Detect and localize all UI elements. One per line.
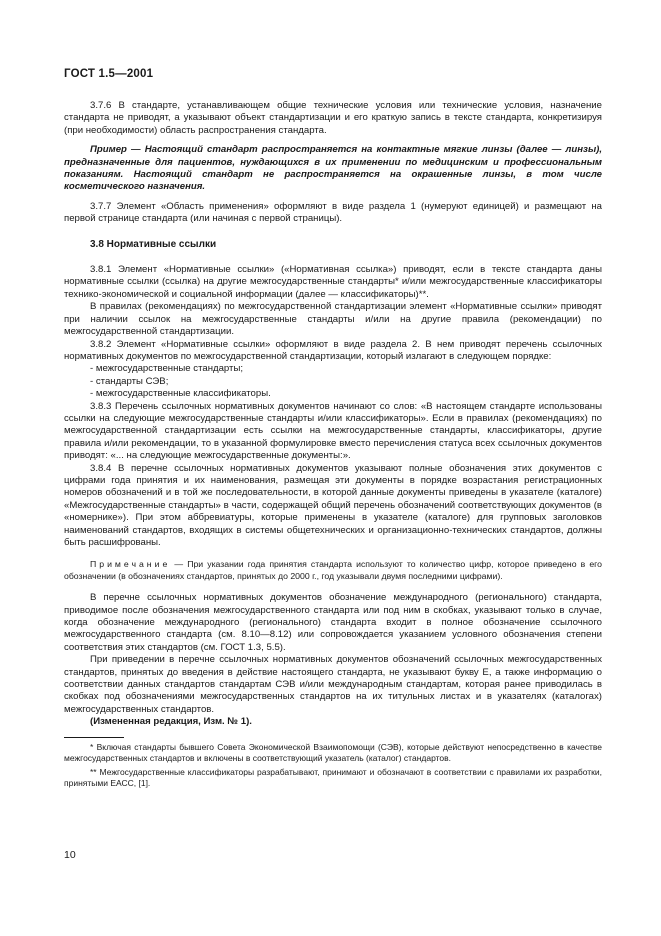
list-item: - межгосударственные стандарты; [90,363,244,375]
paragraph-3-8-1: 3.8.1 Элемент «Нормативные ссылки» («Нормативная ссылка») приводят, если в тексте стандарта даны нормативные ссылки (ссылка) на другие межгосударственные стандарты* и/или межгосударственные классификаторы технико-экономической и социальной информации (далее — классификаторы)**. [64,264,602,300]
example-paragraph: Пример — Настоящий стандарт распространяется на контактные мягкие линзы (далее — линзы), предназначенные для пациентов, нуждающихся в их применении по медицинским и профессиональным показаниям. Настоящий стандарт не распространяется на окрашенные линзы, в том числе косметического назначения. [64,144,602,193]
edition-note: (Измененная редакция, Изм. № 1). [90,716,252,728]
paragraph-3-7-6: 3.7.6 В стандарте, устанавливающем общие технические условия или технические условия, назначение стандарта не приводят, а указывают объект стандартизации и его краткую запись в тексте стандарта, конкретизируя (при необходимости) область распространения стандарта. [64,100,602,136]
paragraph-3-8-4-sev: При приведении в перечне ссылочных нормативных документов обозначений ссылочных межгосударственных стандартов, принятых до введения в действие настоящего стандарта, не указывают букву Е, а также информацию о соответствии данных стандартов стандартам СЭВ и/или международным стандартам, которая ранее приводилась в скобках под обозначениями межгосударственных стандартов на их титульных листах и в указателях (каталогах) межгосударственных стандартов. [64,654,602,715]
note-label: Примечание [90,559,171,570]
document-body [64,100,602,790]
page-number: 10 [64,849,76,861]
paragraph-3-8-3: 3.8.3 Перечень ссылочных нормативных документов начинают со слов: «В настоящем стандарте использованы ссылки на следующие межгосударственные стандарты и/или классификаторы». Если в правилах (рекомендациях) по межгосударственной стандартизации есть ссылки на межгосударственные стандарты, классификаторы, другие правила и/или рекомендации, то в указанной формулировке вместо перечисления статуса всех ссылочных документов приводят: «... на следующие межгосударственные документы:». [64,400,602,462]
section-heading-3-8: 3.8 Нормативные ссылки [90,238,217,250]
note-paragraph [64,559,602,582]
document-header-title: ГОСТ 1.5—2001 [64,68,154,80]
paragraph-3-7-7: 3.7.7 Элемент «Область применения» оформляют в виде раздела 1 (нумеруют единицей) и размещают на первой странице стандарта (или начиная с первой страницы). [64,200,602,225]
footnote-divider [64,737,124,738]
paragraph-3-8-4: 3.8.4 В перечне ссылочных нормативных документов указывают полные обозначения этих документов с цифрами года принятия и их наименования, размещая эти документы в порядке возрастания регистрационных номеров обозначений и в той же последовательности, в которой данные документы приведены в указателе (каталоге) «Межгосударственные стандарты» в части, содержащей общий перечень обозначений соответствующих документов (в «номернике»). При этом аббревиатуры, которые применены в указателе (каталоге) для групповых заголовков наименований стандартов, входящих в системы общетехнических и организационно-технических стандартов, должны быть расшифрованы. [64,462,602,548]
footnote-1: * Включая стандарты бывшего Совета Экономической Взаимопомощи (СЭВ), которые действуют непосредственно в качестве межгосударственных стандартов и включены в соответствующий указатель (каталог) стандартов. [64,741,602,763]
paragraph-3-8-4-international: В перечне ссылочных нормативных документов обозначение международного (регионального) стандарта, приводимое после обозначения межгосударственного стандарта или под ним в скобках, указывают только в случае, когда обозначение международного (регионального) стандарта входит в полное обозначение ссылочного межгосударственного стандарта (см. 8.10—8.12) или сопровождается указанием условного обозначения степени соответствия этих стандартов (см. ГОСТ 1.3, 5.5). [64,592,602,653]
paragraph-3-8-2: 3.8.2 Элемент «Нормативные ссылки» оформляют в виде раздела 2. В нем приводят перечень ссылочных нормативных документов по межгосударственной стандартизации, который излагают в следующем порядке: [64,338,602,362]
note-text: — При указании года принятия стандарта используют то количество цифр, которое приведено в его обозначении (в обозначениях стандартов, принятых до 2000 г., год указывали двумя последними цифрами). [64,559,602,581]
footnote-2: ** Межгосударственные классификаторы разрабатывают, принимают и обозначают в соответствии с правилами их разработки, принятыми ЕАСС, [1]. [64,767,602,789]
list-item: - стандарты СЭВ; [90,375,169,387]
list-item: - межгосударственные классификаторы. [90,388,271,400]
paragraph-3-8-1-rules: В правилах (рекомендациях) по межгосударственной стандартизации элемент «Нормативные ссылки» приводят при наличии ссылок на межгосударственные стандарты и/или на другие правила (рекомендации) по межгосударственной стандартизации. [64,301,602,338]
